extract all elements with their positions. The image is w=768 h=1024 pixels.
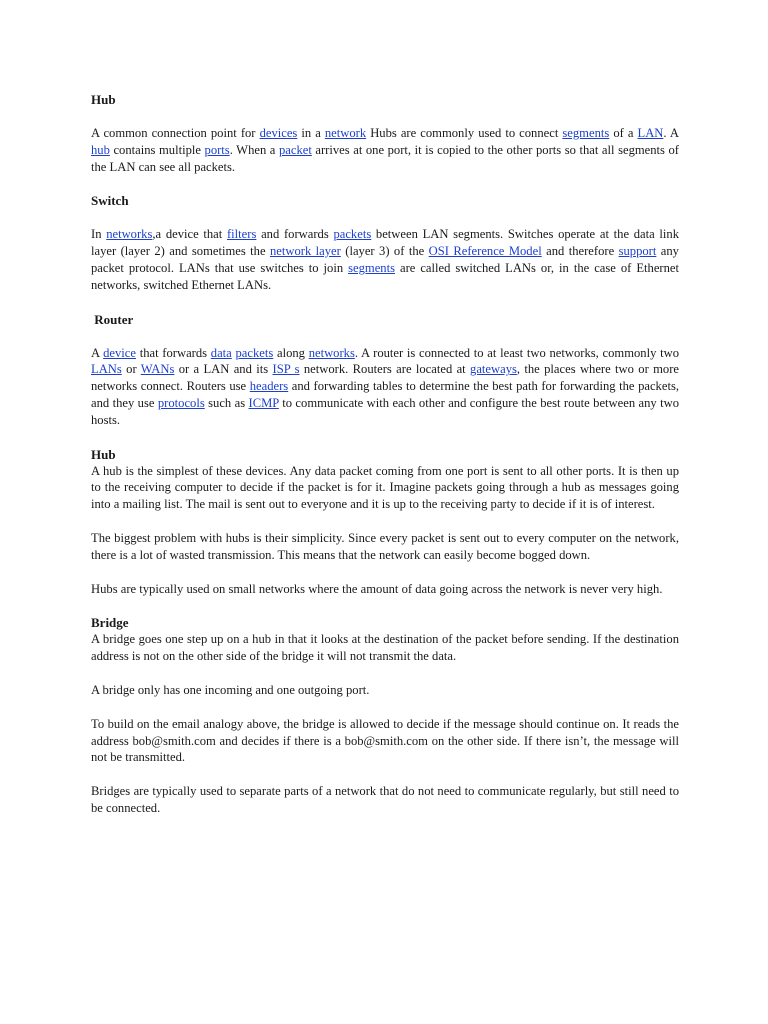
link-data[interactable]: data [210, 345, 232, 360]
link-protocols[interactable]: protocols [157, 395, 205, 410]
link-support[interactable]: support [618, 244, 657, 259]
text-run: arrives at one port, it is copied to the other ports so that all segments of the LAN can see all packets. [91, 142, 680, 174]
link-headers[interactable]: headers [249, 379, 289, 394]
link-network[interactable]: network [324, 126, 367, 140]
paragraph [91, 682, 679, 699]
text-run: The biggest problem with hubs is their simplicity. Since every packet is sent out to every computer on the network, there is a lot of wasted transmission. This means that the network can easily become bogged down. [91, 530, 679, 562]
text-run: that forwards [136, 345, 211, 360]
paragraph [91, 463, 679, 513]
link-lans[interactable]: LANs [91, 362, 122, 377]
text-run: between LAN segments. Switches operate at the data link layer (layer 2) and sometimes the [91, 227, 680, 259]
text-run: A hub is the simplest of these devices. Any data packet coming from one port is sent to all other ports. It is then up to the receiving computer to decide if the packet is for it. Imagine packets going through a hub as messages going into a mailing list. The mail is sent out to everyone and it is up to the receiving party to decide if it is of interest. [91, 463, 679, 512]
text-run: . A [663, 126, 679, 140]
paragraph [91, 125, 679, 175]
text-run: are called switched LANs or, in the case of Ethernet networks, switched Ethernet LANs. [91, 260, 679, 292]
link-wans[interactable]: WANs [140, 362, 175, 377]
text-run: and therefore [541, 244, 619, 259]
link-gateways[interactable]: gateways [470, 362, 517, 377]
paragraph [91, 345, 679, 429]
paragraph [91, 581, 679, 598]
text-run: , the places where two or more networks connect. Routers use [91, 362, 680, 394]
text-run: A bridge only has one incoming and one outgoing port. [91, 682, 370, 697]
link-ports[interactable]: ports [204, 142, 230, 157]
section-heading-switch: Switch [91, 193, 129, 209]
paragraph [91, 783, 679, 817]
link-networks[interactable]: networks [308, 345, 355, 360]
section-heading-router: Router [91, 311, 134, 327]
text-run: network. Routers are located at [299, 362, 471, 377]
link-packets[interactable]: packets [333, 227, 372, 242]
link-isp-s[interactable]: ISP s [272, 362, 300, 377]
text-run: Bridges are typically used to separate parts of a network that do not need to communicate regularly, but still need to be connected. [91, 784, 679, 815]
text-run: to communicate with each other and configure the best route between any two hosts. [91, 395, 679, 427]
link-lan[interactable]: LAN [637, 126, 664, 140]
text-run: A [91, 345, 104, 360]
link-segments[interactable]: segments [562, 126, 610, 140]
text-run: and forwards [256, 227, 334, 242]
link-hub[interactable]: hub [91, 142, 110, 157]
paragraph [91, 226, 679, 293]
paragraph [91, 716, 679, 766]
link-packet[interactable]: packet [278, 142, 312, 157]
link-networks[interactable]: networks [106, 227, 153, 242]
text-run: or [121, 362, 141, 377]
text-run: Hubs are commonly used to connect [366, 126, 563, 140]
text-run: Hubs are typically used on small networks where the amount of data going across the network is never very high. [91, 581, 663, 596]
text-run: To build on the email analogy above, the bridge is allowed to decide if the message should continue on. It reads the address bob@smith.com and decides if there is a bob@smith.com on the other side. If there isn’t, the message will not be transmitted. [91, 716, 679, 765]
text-run: and forwarding tables to determine the best path for forwarding the packets, and they use [91, 379, 679, 410]
paragraph [91, 530, 679, 564]
text-run: A bridge goes one step up on a hub in that it looks at the destination of the packet before sending. If the destination address is not on the other side of the bridge it will not transmit the data. [91, 632, 679, 664]
text-run: In [91, 227, 107, 242]
text-run: such as [204, 395, 249, 410]
section-heading-hub: Hub [91, 92, 116, 107]
text-run: (layer 3) of the [340, 244, 429, 259]
text-run: of a [609, 126, 638, 140]
section-heading-bridge: Bridge [91, 615, 129, 631]
paragraph [91, 631, 679, 665]
section-heading-hub: Hub [91, 446, 116, 462]
text-run: along [273, 345, 309, 360]
link-segments[interactable]: segments [348, 260, 395, 275]
text-run: . A router is connected to at least two networks, commonly two [354, 345, 680, 360]
link-devices[interactable]: devices [259, 126, 298, 140]
text-run: A common connection point for [91, 126, 260, 140]
text-run: ,a device that [152, 227, 227, 242]
text-run: in a [297, 126, 325, 140]
text-run: contains multiple [109, 142, 205, 157]
text-run: any packet protocol. LANs that use switches to join [91, 244, 679, 275]
link-packets[interactable]: packets [235, 345, 274, 360]
link-icmp[interactable]: ICMP [248, 395, 279, 410]
link-network-layer[interactable]: network layer [269, 244, 341, 259]
text-run: or a LAN and its [174, 362, 273, 377]
link-filters[interactable]: filters [226, 227, 257, 242]
link-device[interactable]: device [103, 345, 136, 360]
link-osi-reference-model[interactable]: OSI Reference Model [428, 244, 542, 259]
text-run: . When a [229, 142, 279, 157]
